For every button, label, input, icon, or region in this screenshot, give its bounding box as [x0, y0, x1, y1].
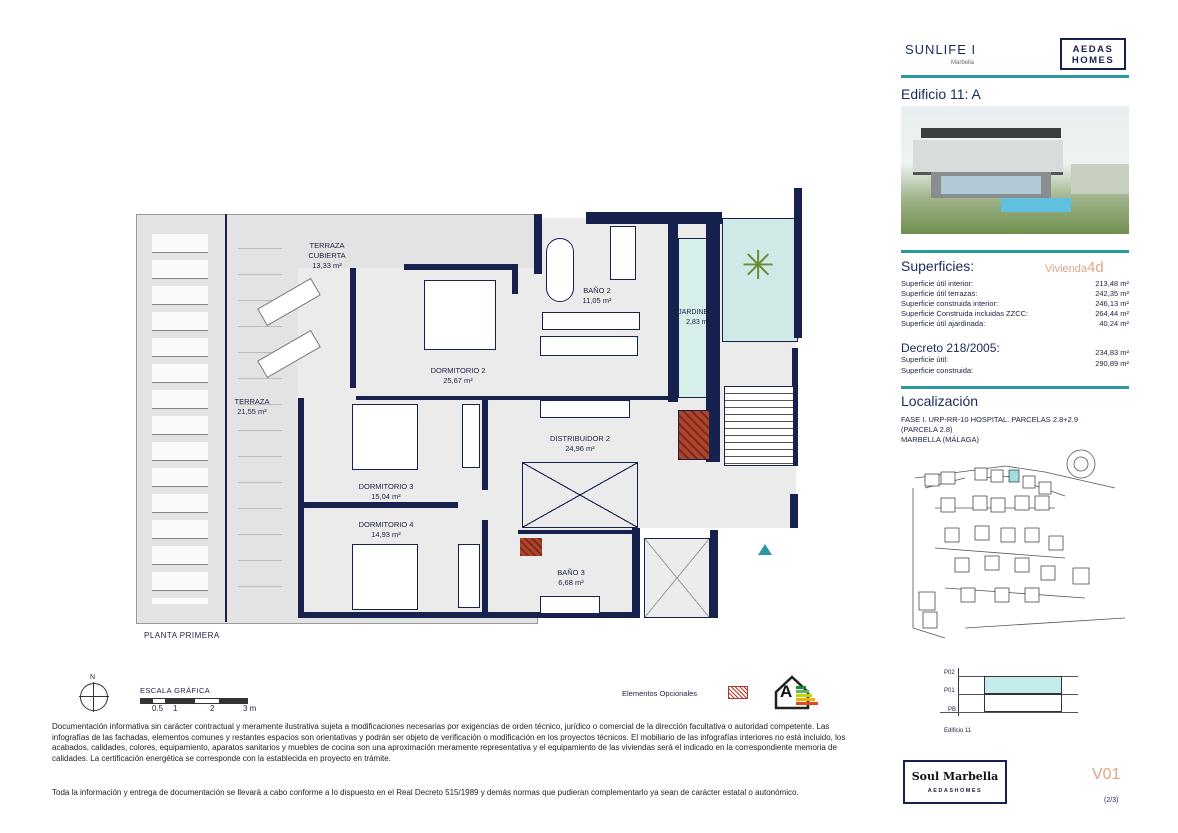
room-name: DISTRIBUIDOR 2 — [549, 434, 610, 443]
divider — [901, 250, 1129, 253]
section-level: PB — [948, 707, 957, 713]
room-area: 21,55 m² — [237, 407, 267, 416]
unit-number: 4d — [1087, 259, 1104, 276]
vanity-bano3 — [540, 596, 600, 614]
room-area: 24,96 m² — [565, 444, 595, 453]
room-name: BAÑO 3 — [557, 568, 585, 577]
surface-value: 40,24 m² — [1099, 319, 1129, 328]
surface-label: Superficie construida interior: — [901, 299, 999, 308]
room-area: 14,93 m² — [371, 530, 401, 539]
divider — [901, 386, 1129, 389]
label-jardinera — [670, 308, 726, 328]
decree-values — [901, 359, 1129, 369]
bed-dorm4 — [352, 544, 418, 610]
surface-label: Superficie útil terrazas: — [901, 289, 978, 298]
surface-label: Superficie útil ajardinada: — [901, 319, 986, 328]
vanity — [542, 312, 640, 330]
void-atrium — [522, 462, 638, 528]
disclaimer-main: Documentación informativa sin carácter contractual y meramente ilustrativa sujeta a modificaciones necesarias por exigencias de orden técnico, jurídico o comercial de la dirección facultativa o autoridad competente. Las infografías de las fachadas, elementos comunes y restantes espacios son orientativas y podrán ser objeto de verificación o modificación en los proyectos técnicos. El mobiliario de las infografías interiores no está incluido, los acabados, calidades, colores, equipamiento, aparatos sanitarios y muebles de cocina son una aproximación meramente representativa y el equipamiento de las viviendas será el indicado en la correspondiente memoria de calidades. La certificación energética se corresponde con la establecida en proyecto en trámite. — [52, 722, 846, 763]
surface-value: 246,13 m² — [1095, 299, 1129, 308]
label-dormitorio2 — [416, 366, 500, 386]
floor-label: PLANTA PRIMERA — [144, 631, 220, 640]
brand-line: HOMES — [1071, 55, 1115, 66]
toilet — [610, 226, 636, 280]
room-area: 11,05 m² — [582, 296, 612, 305]
location-title: Localización — [901, 393, 979, 409]
shower — [540, 336, 638, 356]
section-level: P02 — [944, 670, 955, 676]
footer-logo — [903, 760, 1007, 804]
scale-tick: 1 — [173, 704, 178, 713]
decree-value: 290,89 m² — [1095, 359, 1129, 368]
scale-tick: 3 m — [243, 704, 257, 713]
optional-element — [678, 410, 710, 460]
room-area: 2,83 m² — [686, 319, 710, 326]
compass-icon — [80, 683, 108, 711]
label-distribuidor2 — [538, 434, 622, 454]
label-terraza-cubierta — [290, 241, 364, 271]
scale-tick: 0.5 — [152, 704, 164, 713]
label-bano3 — [540, 568, 602, 588]
section-diagram — [940, 668, 1080, 724]
room-name: TERRAZA CUBIERTA — [308, 241, 346, 260]
label-bano2 — [564, 286, 630, 306]
void-lower — [644, 538, 710, 618]
room-area: 25,67 m² — [443, 376, 473, 385]
building-title: Edificio 11: A — [901, 86, 981, 102]
surfaces-title: Superficies: — [901, 258, 975, 274]
entrance-icon — [758, 544, 772, 555]
surface-row — [901, 289, 1129, 299]
footer-logo-line: AEDASHOMES — [927, 788, 983, 794]
bed-dorm3 — [352, 404, 418, 470]
energy-rating: A — [780, 682, 793, 701]
scale-title: ESCALA GRÁFICA — [140, 686, 211, 695]
surface-row — [901, 279, 1129, 289]
deck-slats — [152, 234, 208, 604]
wardrobe-dorm2 — [540, 400, 630, 418]
room-name: TERRAZA — [234, 397, 270, 406]
surface-value: 213,48 m² — [1095, 279, 1129, 288]
optional-legend-label: Elementos Opcionales — [622, 689, 698, 698]
site-map — [905, 448, 1129, 644]
surface-row — [901, 299, 1129, 309]
surface-row — [901, 309, 1129, 319]
room-name: BAÑO 2 — [583, 286, 611, 295]
room-area: 13,33 m² — [312, 261, 342, 270]
location-line: (PARCELA 2.8) — [901, 425, 953, 434]
decree-label: Superficie construida: — [901, 366, 974, 375]
page-number: (2/3) — [1104, 797, 1119, 804]
disclaimer-legal: Toda la información y entrega de documentación se llevará a cabo conforme a lo dispuesto en el Real Decreto 515/1989 y demás normas que pudieran complementarlo ya sean de carácter estatal o autonómico. — [52, 788, 799, 797]
room-name: DORMITORIO 3 — [358, 482, 414, 491]
label-dormitorio3 — [344, 482, 428, 502]
section-caption: Edificio 11 — [944, 728, 972, 734]
optional-legend-swatch — [728, 686, 748, 699]
optional-element — [520, 538, 542, 556]
room-area: 15,04 m² — [371, 492, 401, 501]
surface-value: 264,44 m² — [1095, 309, 1129, 318]
surface-row — [901, 319, 1129, 329]
divider — [901, 75, 1129, 78]
wardrobe-dorm3 — [462, 404, 480, 468]
deck-slats-2 — [238, 234, 282, 604]
staircase — [724, 386, 794, 466]
room-name: DORMITORIO 4 — [358, 520, 414, 529]
section-floor-highlight — [984, 676, 1062, 694]
room-area: 6,68 m² — [558, 578, 584, 587]
brand-logo — [1060, 38, 1126, 70]
surface-value: 242,35 m² — [1095, 289, 1129, 298]
section-level: P01 — [944, 688, 955, 694]
location-line: MARBELLA (MÁLAGA) — [901, 435, 979, 444]
brand-line: AEDAS — [1072, 44, 1114, 55]
building-photo — [901, 106, 1129, 234]
decree-title: Decreto 218/2005: — [901, 341, 1000, 355]
compass-north: N — [90, 674, 96, 681]
unit-prefix: Vivienda — [1045, 263, 1087, 275]
surface-label: Superficie Construida incluidas ZZCC: — [901, 309, 1029, 318]
decree-label: Superficie útil: — [901, 355, 949, 364]
plant-icon: ✳ — [741, 244, 775, 288]
decree-values — [901, 348, 1129, 358]
unit-id — [1045, 259, 1104, 276]
label-terraza — [214, 397, 290, 417]
project-city: Marbella — [951, 60, 975, 66]
version: V01 — [1092, 766, 1121, 783]
location-line: FASE I. URP-RR-10 HOSPITAL. PARCELAS 2.8+2.9 — [901, 415, 1079, 424]
room-name: JARDINERA — [678, 309, 718, 316]
surface-label: Superficie útil interior: — [901, 279, 974, 288]
room-name: DORMITORIO 2 — [430, 366, 486, 375]
project-title: SUNLIFE I — [905, 42, 977, 57]
scale-tick: 2 — [210, 704, 215, 713]
footer-logo-line: Soul Marbella — [911, 770, 999, 783]
label-dormitorio4 — [344, 520, 428, 540]
wardrobe-dorm4 — [458, 544, 480, 608]
decree-value: 234,83 m² — [1095, 348, 1129, 357]
bed-dorm2 — [424, 280, 496, 350]
